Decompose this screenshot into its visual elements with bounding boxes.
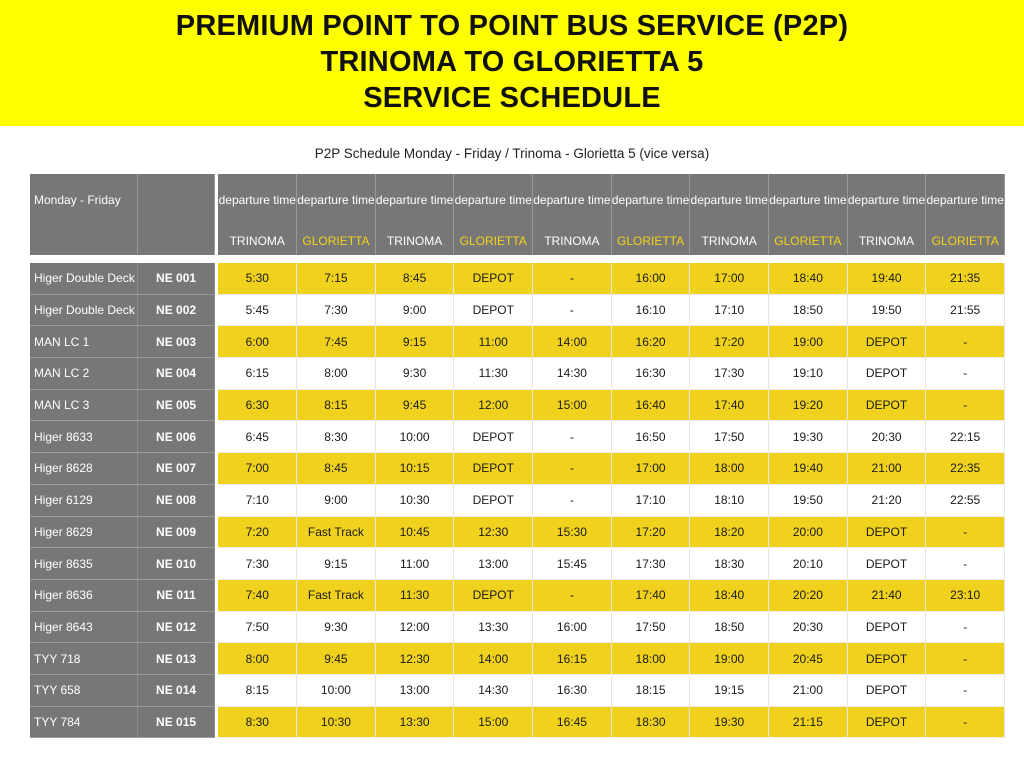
departure-time-cell: 22:55 (926, 485, 1005, 517)
departure-time-cell: 7:00 (218, 453, 297, 485)
departure-time-cell: 17:10 (690, 295, 769, 327)
bus-code-cell: NE 013 (138, 643, 216, 675)
departure-time-cell: 11:00 (454, 326, 533, 358)
departure-time-cell: DEPOT (848, 643, 927, 675)
departure-time-cell: DEPOT (848, 358, 927, 390)
departure-time-cell: 20:00 (769, 517, 848, 549)
departure-time-cell: 9:15 (297, 548, 376, 580)
departure-time-cell: 17:00 (690, 263, 769, 295)
table-row (30, 517, 1005, 549)
departure-time-cell: 5:45 (218, 295, 297, 327)
departure-time-cell: 10:00 (376, 421, 455, 453)
header-blank-cell (30, 226, 138, 255)
table-row (30, 643, 1005, 675)
departure-time-cell: 9:00 (297, 485, 376, 517)
departure-time-cell: 19:30 (690, 707, 769, 739)
departure-time-cell: 17:10 (612, 485, 691, 517)
departure-time-cell: 19:40 (848, 263, 927, 295)
departure-time-cell: 23:10 (926, 580, 1005, 612)
departure-time-cell: 13:30 (376, 707, 455, 739)
departure-time-cell: DEPOT (454, 453, 533, 485)
departure-time-cell: 19:30 (769, 421, 848, 453)
departure-time-cell: 7:15 (297, 263, 376, 295)
title-banner (0, 0, 1024, 126)
bus-code-cell: NE 011 (138, 580, 216, 612)
bus-name-cell: TYY 784 (30, 707, 138, 739)
departure-time-cell: 13:00 (454, 548, 533, 580)
bus-name-cell: Higer 8628 (30, 453, 138, 485)
departure-time-cell: 15:30 (533, 517, 612, 549)
departure-time-cell: 18:30 (690, 548, 769, 580)
departure-time-cell: 16:00 (533, 612, 612, 644)
header-row-departure (30, 174, 1005, 226)
departure-time-cell: 18:20 (690, 517, 769, 549)
departure-time-cell: - (926, 517, 1005, 549)
departure-time-cell: - (533, 263, 612, 295)
departure-time-cell: 11:00 (376, 548, 455, 580)
departure-time-cell: 8:15 (218, 675, 297, 707)
bus-name-cell: TYY 718 (30, 643, 138, 675)
table-row (30, 295, 1005, 327)
departure-time-cell: 21:00 (848, 453, 927, 485)
banner-title-line-1: PREMIUM POINT TO POINT BUS SERVICE (P2P) (175, 10, 849, 42)
departure-time-cell: DEPOT (454, 580, 533, 612)
table-row (30, 390, 1005, 422)
departure-time-cell: 8:45 (297, 453, 376, 485)
departure-time-cell: 11:30 (376, 580, 455, 612)
bus-name-cell: Higer 8643 (30, 612, 138, 644)
departure-time-cell: Fast Track (297, 580, 376, 612)
departure-time-cell: DEPOT (454, 263, 533, 295)
departure-time-cell: 16:50 (612, 421, 691, 453)
departure-time-cell: 7:30 (218, 548, 297, 580)
departure-time-cell: - (926, 643, 1005, 675)
bus-code-cell: NE 006 (138, 421, 216, 453)
departure-time-cell: 6:15 (218, 358, 297, 390)
station-header-trinoma: TRINOMA (690, 226, 769, 255)
bus-name-cell: MAN LC 2 (30, 358, 138, 390)
departure-time-cell: DEPOT (848, 612, 927, 644)
departure-time-cell: 18:40 (769, 263, 848, 295)
departure-time-cell: 21:15 (769, 707, 848, 739)
departure-time-cell: 7:20 (218, 517, 297, 549)
table-row (30, 453, 1005, 485)
table-row (30, 485, 1005, 517)
bus-code-cell: NE 014 (138, 675, 216, 707)
departure-time-cell: 17:40 (690, 390, 769, 422)
departure-time-cell: 9:30 (297, 612, 376, 644)
header-blank-cell (138, 226, 216, 255)
departure-time-cell: 8:00 (297, 358, 376, 390)
departure-time-cell: - (926, 612, 1005, 644)
bus-code-cell: NE 005 (138, 390, 216, 422)
bus-code-cell: NE 002 (138, 295, 216, 327)
departure-time-cell: 19:00 (769, 326, 848, 358)
table-row (30, 358, 1005, 390)
departure-time-cell: 16:15 (533, 643, 612, 675)
header-departure-time: departure time (297, 174, 376, 226)
departure-time-cell: - (926, 326, 1005, 358)
departure-time-cell: 19:15 (690, 675, 769, 707)
bus-code-cell: NE 004 (138, 358, 216, 390)
departure-time-cell: 10:45 (376, 517, 455, 549)
departure-time-cell: 21:40 (848, 580, 927, 612)
departure-time-cell: 10:30 (297, 707, 376, 739)
departure-time-cell: 12:00 (376, 612, 455, 644)
departure-time-cell: 19:00 (690, 643, 769, 675)
bus-name-cell: Higer 8629 (30, 517, 138, 549)
departure-time-cell: 9:30 (376, 358, 455, 390)
departure-time-cell: 19:50 (848, 295, 927, 327)
departure-time-cell: 11:30 (454, 358, 533, 390)
departure-time-cell: 9:00 (376, 295, 455, 327)
bus-code-cell: NE 007 (138, 453, 216, 485)
departure-time-cell: 19:10 (769, 358, 848, 390)
departure-time-cell: 22:15 (926, 421, 1005, 453)
departure-time-cell: Fast Track (297, 517, 376, 549)
table-row (30, 675, 1005, 707)
departure-time-cell: 20:30 (769, 612, 848, 644)
departure-time-cell: 8:45 (376, 263, 455, 295)
header-departure-time: departure time (612, 174, 691, 226)
bus-name-cell: Higer 8633 (30, 421, 138, 453)
departure-time-cell: 17:20 (690, 326, 769, 358)
station-header-trinoma: TRINOMA (848, 226, 927, 255)
departure-time-cell: - (533, 295, 612, 327)
departure-time-cell: 7:50 (218, 612, 297, 644)
departure-time-cell: 16:00 (612, 263, 691, 295)
departure-time-cell: 15:45 (533, 548, 612, 580)
departure-time-cell: DEPOT (848, 707, 927, 739)
departure-time-cell: 15:00 (454, 707, 533, 739)
departure-time-cell: DEPOT (848, 548, 927, 580)
departure-time-cell: 8:30 (297, 421, 376, 453)
departure-time-cell: 19:20 (769, 390, 848, 422)
departure-time-cell: DEPOT (848, 675, 927, 707)
bus-code-cell: NE 003 (138, 326, 216, 358)
departure-time-cell: 16:40 (612, 390, 691, 422)
departure-time-cell: 19:50 (769, 485, 848, 517)
bus-name-cell: Higer 8636 (30, 580, 138, 612)
departure-time-cell: 16:45 (533, 707, 612, 739)
station-header-glorietta: GLORIETTA (297, 226, 376, 255)
bus-name-cell: Higer 6129 (30, 485, 138, 517)
header-row-stations (30, 226, 1005, 255)
corner-label: Monday - Friday (30, 174, 138, 226)
departure-time-cell: - (926, 358, 1005, 390)
departure-time-cell: 21:20 (848, 485, 927, 517)
departure-time-cell: 18:50 (769, 295, 848, 327)
bus-name-cell: Higer Double Deck (30, 295, 138, 327)
departure-time-cell: 20:30 (848, 421, 927, 453)
bus-name-cell: MAN LC 3 (30, 390, 138, 422)
table-row (30, 326, 1005, 358)
header-departure-time: departure time (926, 174, 1005, 226)
departure-time-cell: 16:30 (533, 675, 612, 707)
departure-time-cell: 18:15 (612, 675, 691, 707)
departure-time-cell: 5:30 (218, 263, 297, 295)
bus-code-cell: NE 015 (138, 707, 216, 739)
bus-code-cell: NE 001 (138, 263, 216, 295)
departure-time-cell: 10:00 (297, 675, 376, 707)
departure-time-cell: 16:30 (612, 358, 691, 390)
departure-time-cell: 18:50 (690, 612, 769, 644)
departure-time-cell: 10:15 (376, 453, 455, 485)
departure-time-cell: 20:20 (769, 580, 848, 612)
table-row (30, 421, 1005, 453)
departure-time-cell: 8:00 (218, 643, 297, 675)
departure-time-cell: 12:00 (454, 390, 533, 422)
table-row (30, 580, 1005, 612)
departure-time-cell: 21:00 (769, 675, 848, 707)
departure-time-cell: DEPOT (848, 326, 927, 358)
departure-time-cell: 19:40 (769, 453, 848, 485)
station-header-glorietta: GLORIETTA (769, 226, 848, 255)
departure-time-cell: 17:50 (612, 612, 691, 644)
departure-time-cell: DEPOT (848, 517, 927, 549)
header-departure-time: departure time (533, 174, 612, 226)
departure-time-cell: 17:40 (612, 580, 691, 612)
departure-time-cell: 9:45 (297, 643, 376, 675)
departure-time-cell: 13:30 (454, 612, 533, 644)
departure-time-cell: 17:00 (612, 453, 691, 485)
departure-time-cell: 18:30 (612, 707, 691, 739)
departure-time-cell: 10:30 (376, 485, 455, 517)
departure-time-cell: 17:50 (690, 421, 769, 453)
bus-name-cell: Higer 8635 (30, 548, 138, 580)
departure-time-cell: 17:30 (690, 358, 769, 390)
header-departure-time: departure time (218, 174, 297, 226)
station-header-glorietta: GLORIETTA (926, 226, 1005, 255)
departure-time-cell: - (533, 453, 612, 485)
departure-time-cell: 7:40 (218, 580, 297, 612)
banner-title-line-2: TRINOMA TO GLORIETTA 5 (320, 46, 704, 78)
departure-time-cell: - (926, 390, 1005, 422)
departure-time-cell: 21:55 (926, 295, 1005, 327)
header-departure-time: departure time (454, 174, 533, 226)
departure-time-cell: 22:35 (926, 453, 1005, 485)
table-row (30, 263, 1005, 295)
schedule-table (30, 174, 1005, 738)
departure-time-cell: 18:00 (612, 643, 691, 675)
station-header-glorietta: GLORIETTA (454, 226, 533, 255)
header-departure-time: departure time (769, 174, 848, 226)
station-header-trinoma: TRINOMA (376, 226, 455, 255)
departure-time-cell: 12:30 (376, 643, 455, 675)
departure-time-cell: - (533, 421, 612, 453)
departure-time-cell: 18:00 (690, 453, 769, 485)
departure-time-cell: 20:10 (769, 548, 848, 580)
departure-time-cell: 18:40 (690, 580, 769, 612)
departure-time-cell: 20:45 (769, 643, 848, 675)
departure-time-cell: 14:00 (454, 643, 533, 675)
station-header-trinoma: TRINOMA (218, 226, 297, 255)
departure-time-cell: 16:20 (612, 326, 691, 358)
departure-time-cell: 9:15 (376, 326, 455, 358)
header-blank-cell (138, 174, 216, 226)
departure-time-cell: - (926, 675, 1005, 707)
departure-time-cell: 15:00 (533, 390, 612, 422)
departure-time-cell: 6:30 (218, 390, 297, 422)
table-row (30, 548, 1005, 580)
departure-time-cell: 17:20 (612, 517, 691, 549)
departure-time-cell: 8:15 (297, 390, 376, 422)
departure-time-cell: 13:00 (376, 675, 455, 707)
departure-time-cell: 7:10 (218, 485, 297, 517)
departure-time-cell: 6:45 (218, 421, 297, 453)
bus-code-cell: NE 012 (138, 612, 216, 644)
station-header-trinoma: TRINOMA (533, 226, 612, 255)
header-departure-time: departure time (376, 174, 455, 226)
departure-time-cell: 14:00 (533, 326, 612, 358)
departure-time-cell: DEPOT (454, 485, 533, 517)
bus-name-cell: MAN LC 1 (30, 326, 138, 358)
departure-time-cell: 18:10 (690, 485, 769, 517)
bus-name-cell: TYY 658 (30, 675, 138, 707)
table-caption: P2P Schedule Monday - Friday / Trinoma - Glorietta 5 (vice versa) (314, 146, 710, 161)
departure-time-cell: 21:35 (926, 263, 1005, 295)
header-departure-time: departure time (690, 174, 769, 226)
departure-time-cell: 14:30 (533, 358, 612, 390)
station-header-glorietta: GLORIETTA (612, 226, 691, 255)
bus-code-cell: NE 008 (138, 485, 216, 517)
departure-time-cell: 12:30 (454, 517, 533, 549)
departure-time-cell: - (533, 485, 612, 517)
departure-time-cell: DEPOT (454, 421, 533, 453)
departure-time-cell: 16:10 (612, 295, 691, 327)
table-row (30, 707, 1005, 739)
bus-name-cell: Higer Double Deck (30, 263, 138, 295)
departure-time-cell: 14:30 (454, 675, 533, 707)
table-row (30, 612, 1005, 644)
bus-code-cell: NE 010 (138, 548, 216, 580)
departure-time-cell: 6:00 (218, 326, 297, 358)
departure-time-cell: - (926, 707, 1005, 739)
header-departure-time: departure time (848, 174, 927, 226)
departure-time-cell: 9:45 (376, 390, 455, 422)
bus-code-cell: NE 009 (138, 517, 216, 549)
departure-time-cell: DEPOT (454, 295, 533, 327)
departure-time-cell: - (533, 580, 612, 612)
departure-time-cell: 7:45 (297, 326, 376, 358)
departure-time-cell: 8:30 (218, 707, 297, 739)
departure-time-cell: DEPOT (848, 390, 927, 422)
departure-time-cell: 17:30 (612, 548, 691, 580)
departure-time-cell: 7:30 (297, 295, 376, 327)
banner-title-line-3: SERVICE SCHEDULE (363, 82, 661, 114)
departure-time-cell: - (926, 548, 1005, 580)
